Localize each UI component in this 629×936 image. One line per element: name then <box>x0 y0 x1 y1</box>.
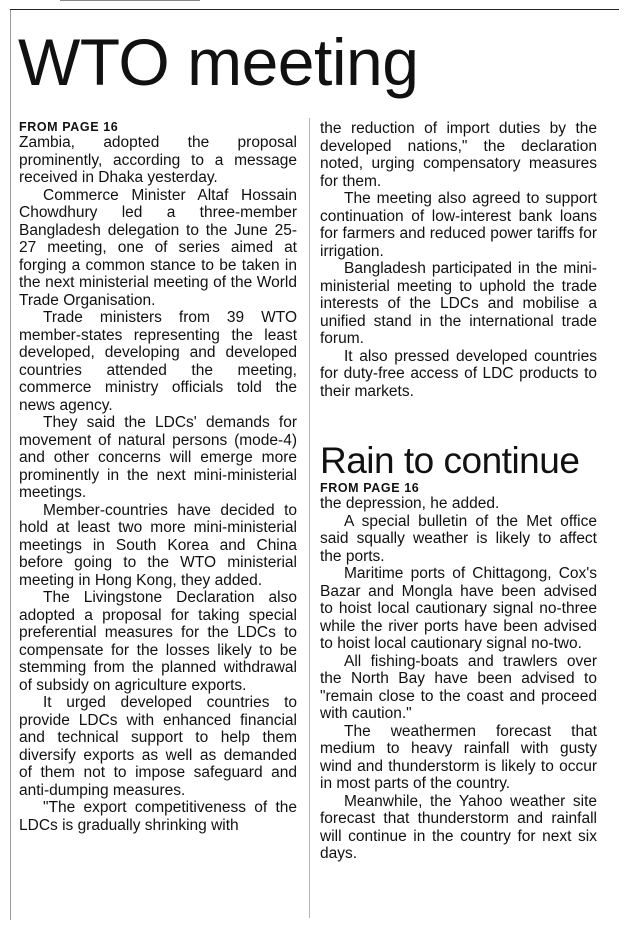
headline-wto-meeting: WTO meeting <box>18 25 419 99</box>
rain-paragraph: All fishing-boats and trawlers over the North Bay have been advised to "remain close to the coast and proceed with caution." <box>320 652 597 722</box>
wto-kicker: FROM PAGE 16 <box>19 120 119 134</box>
rain-paragraph: Maritime ports of Chittagong, Cox's Bazar and Mongla have been advised to hoist local cautionary signal no-three while the river ports have been advised to hoist local cautionary signal no-two. <box>320 565 597 652</box>
rain-kicker: FROM PAGE 16 <box>320 481 420 495</box>
wto-article-column-1 <box>19 120 297 834</box>
column-divider <box>309 118 310 918</box>
headline-rain-to-continue: Rain to continue <box>320 440 580 481</box>
rain-paragraph: A special bulletin of the Met office said squally weather is likely to affect the ports. <box>320 512 597 565</box>
wto-article-column-2 <box>320 120 597 400</box>
wto-paragraph: Trade ministers from 39 WTO member-states representing the least developed, developing and developed countries attended the meeting, commerce ministry officials told the news agency. <box>19 309 297 414</box>
rain-paragraph: the depression, he added. <box>320 495 500 512</box>
wto-paragraph: Member-countries have decided to hold at least two more mini-ministerial meetings in South Korea and China before going to the WTO ministerial meeting in Hong Kong, they added. <box>19 501 297 589</box>
rain-paragraph: The weathermen forecast that medium to heavy rainfall with gusty wind and thunderstorm is likely to occur in most parts of the country. <box>320 722 597 792</box>
wto-paragraph: It urged developed countries to provide LDCs with enhanced financial and technical support to help them diversify exports as well as demanded of them not to impose safeguard and anti-dumping measures. <box>19 694 297 799</box>
wto-paragraph: the reduction of import duties by the developed nations," the declaration noted, urging compensatory measures for them. <box>320 120 597 190</box>
top-rule <box>10 9 619 10</box>
wto-paragraph: "The export competitiveness of the LDCs is gradually shrinking with <box>19 799 297 834</box>
wto-paragraph: Zambia, adopted the proposal prominently, according to a message received in Dhaka yesterday. <box>19 134 297 186</box>
wto-paragraph: The Livingstone Declaration also adopted a proposal for taking special preferential measures for the LDCs to compensate for the losses likely to be stemming from the planned withdrawal of subsidy on agriculture exports. <box>19 589 297 694</box>
rain-article-column <box>320 481 597 863</box>
wto-paragraph: Bangladesh participated in the mini-ministerial meeting to uphold the trade interests of the LDCs and mobilise a unified stand in the international trade forum. <box>320 260 597 347</box>
wto-paragraph: Commerce Minister Altaf Hossain Chowdhury led a three-member Bangladesh delegation to the June 25-27 meeting, one of series aimed at forging a common stance to be taken in the next ministerial meeting of the World Trade Organisation. <box>19 186 297 309</box>
rain-paragraph: Meanwhile, the Yahoo weather site forecast that thunderstorm and rainfall will continue in the country for next six days. <box>320 792 597 862</box>
wto-paragraph: It also pressed developed countries for duty-free access of LDC products to their markets. <box>320 347 597 400</box>
wto-paragraph: The meeting also agreed to support continuation of low-interest bank loans for farmers and reduced power tariffs for irrigation. <box>320 190 597 260</box>
wto-paragraph: They said the LDCs' demands for movement of natural persons (mode-4) and other concerns will emerge more prominently in the next mini-ministerial meetings. <box>19 414 297 501</box>
left-border-rule <box>10 10 11 920</box>
clipping-top-edge <box>60 0 200 5</box>
